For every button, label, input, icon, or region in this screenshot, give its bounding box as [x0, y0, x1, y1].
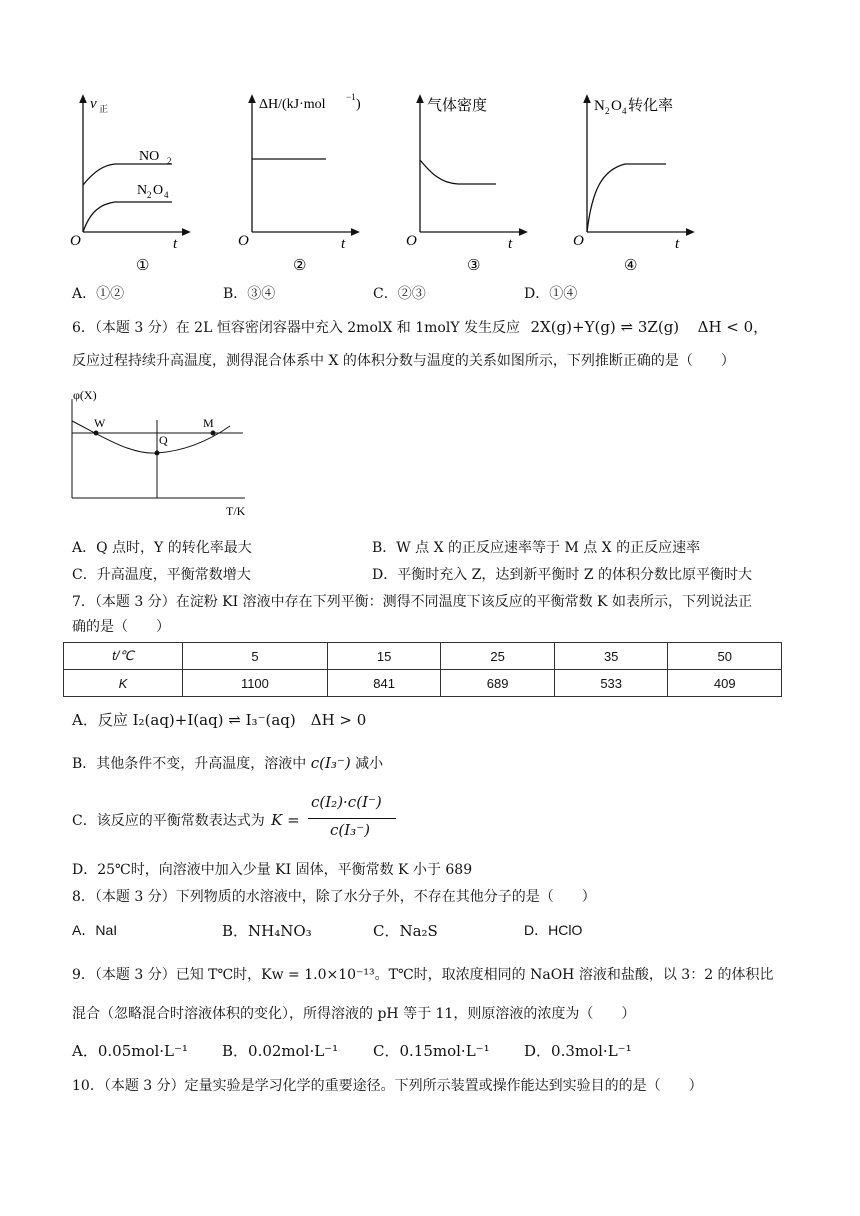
- table-cell: 841: [327, 670, 441, 697]
- graph1-number: ①: [136, 258, 150, 274]
- table-cell: 409: [668, 670, 782, 697]
- graph-3: [420, 98, 524, 232]
- graph-4: [587, 98, 691, 232]
- graph1-n2o4-label: N: [137, 183, 148, 198]
- q6-stem-line2: 反应过程持续升高温度，测得混合体系中 X 的体积分数与温度的关系如图所示，下列推断正确的是（ ）: [72, 353, 735, 369]
- q6-equation: 2X(g)+Y(g) ⇌ 3Z(g): [530, 318, 680, 336]
- point-m: [211, 431, 216, 436]
- point-w: [94, 431, 99, 436]
- q6-option-a[interactable]: A．Q 点时，Y 的转化率最大: [72, 540, 252, 556]
- table-cell: 15: [327, 643, 441, 670]
- table-cell: 1100: [183, 670, 328, 697]
- table-cell: 25: [441, 643, 555, 670]
- graph1-xlabel: t: [173, 236, 178, 252]
- q7-option-b[interactable]: B．其他条件不变，升高温度，溶液中 c(I₃⁻) 减小: [72, 754, 384, 772]
- q6-dh: ΔH < 0，: [697, 318, 769, 336]
- curve-no2: [83, 164, 172, 185]
- point-q: [155, 451, 160, 456]
- q8-option-a[interactable]: A．NaI: [72, 922, 118, 938]
- svg-text:2: 2: [605, 106, 610, 116]
- q6-option-b[interactable]: B．W 点 X 的正反应速率等于 M 点 X 的正反应速率: [372, 540, 701, 556]
- graph1-ylabel: v: [90, 96, 97, 112]
- density-curve: [420, 160, 496, 184]
- graph3-origin: O: [406, 233, 417, 249]
- table-row: [64, 643, 782, 670]
- q6-option-d[interactable]: D．平衡时充入 Z，达到新平衡时 Z 的体积分数比原平衡时大: [372, 567, 753, 583]
- label-q: Q: [159, 433, 168, 447]
- q7-option-c[interactable]: C．该反应的平衡常数表达式为 K =: [72, 811, 300, 829]
- q7-option-a[interactable]: A．反应 I₂(aq)+I(aq) ⇌ I₃⁻(aq) ΔH > 0: [72, 711, 367, 729]
- q6-graph-ylabel: φ(X): [73, 388, 97, 402]
- table-cell: 689: [441, 670, 555, 697]
- graph1-ysub: 正: [99, 104, 109, 114]
- table-header-t: t/℃: [64, 643, 183, 670]
- svg-text:): ): [356, 97, 361, 112]
- svg-text:4: 4: [164, 190, 169, 200]
- graph3-ylabel: 气体密度: [427, 98, 488, 114]
- label-w: W: [94, 416, 106, 430]
- conversion-curve: [587, 164, 666, 232]
- graph2-origin: O: [238, 233, 249, 249]
- label-m: M: [203, 416, 214, 430]
- table-row: [64, 670, 782, 697]
- graph4-origin: O: [573, 233, 584, 249]
- graphs-row: [0, 0, 860, 280]
- graph4-ylabel: N: [594, 98, 605, 114]
- graph3-number: ③: [467, 258, 481, 274]
- svg-text:O: O: [611, 98, 622, 114]
- q9-option-b[interactable]: B．0.02mol·L⁻¹: [222, 1042, 339, 1060]
- q7-stem-line2: 确的是（ ）: [72, 619, 170, 635]
- q10-stem: 10．（本题 3 分）定量实验是学习化学的重要途径。下列所示装置或操作能达到实验目的的是（ ）: [72, 1078, 703, 1094]
- svg-text:4: 4: [622, 106, 627, 116]
- table-cell: 5: [183, 643, 328, 670]
- graph1-origin: O: [70, 233, 81, 249]
- graph2-ylabel: ΔH/(kJ·mol: [259, 97, 326, 112]
- table-cell: 50: [668, 643, 782, 670]
- q5-option-c[interactable]: C．②③: [373, 286, 426, 302]
- svg-text:−1: −1: [346, 92, 356, 102]
- svg-text:2: 2: [147, 190, 152, 200]
- graph-2: [252, 98, 356, 232]
- k-table: [63, 642, 782, 697]
- fraction-denominator: c(I₃⁻): [330, 821, 370, 839]
- q6-graph-xlabel: T/K: [226, 504, 246, 518]
- table-header-k: K: [64, 670, 183, 697]
- table-cell: 533: [554, 670, 668, 697]
- fraction-numerator: c(I₂)·c(I⁻): [311, 793, 382, 811]
- graph2-xlabel: t: [341, 236, 346, 252]
- svg-text:转化率: 转化率: [628, 98, 674, 114]
- q8-option-d[interactable]: D．HClO: [524, 922, 583, 938]
- curve-n2o4: [83, 202, 172, 232]
- q8-option-c[interactable]: C．Na₂S: [373, 922, 438, 940]
- svg-text:O: O: [153, 183, 164, 198]
- q7-stem-line1: 7．（本题 3 分）在淀粉 KI 溶液中存在下列平衡：测得不同温度下该反应的平衡常数 K 如表所示，下列说法正: [72, 594, 752, 610]
- q6-stem-line1: 6．（本题 3 分）在 2L 恒容密闭容器中充入 2molX 和 1molY 发生反应 2X(g)+Y(g) ⇌ 3Z(g) ΔH < 0，: [72, 318, 769, 336]
- q6-option-c[interactable]: C．升高温度，平衡常数增大: [72, 567, 251, 583]
- svg-text:2: 2: [167, 156, 172, 166]
- q5-option-d[interactable]: D．①④: [524, 286, 578, 302]
- q7-fraction: [308, 793, 398, 845]
- table-cell: 35: [554, 643, 668, 670]
- q9-stem-line2: 混合（忽略混合时溶液体积的变化），所得溶液的 pH 等于 11，则原溶液的浓度为（ ）: [72, 1006, 636, 1022]
- graph4-xlabel: t: [675, 236, 680, 252]
- q7-option-d[interactable]: D．25℃时，向溶液中加入少量 KI 固体，平衡常数 K 小于 689: [72, 862, 473, 878]
- q5-option-a[interactable]: A．①②: [72, 286, 125, 302]
- q9-stem-line1: 9．（本题 3 分）已知 T℃时，Kw = 1.0×10⁻¹³。T℃时，取浓度相同的 NaOH 溶液和盐酸，以 3：2 的体积比: [72, 967, 774, 983]
- graph1-no2-label: NO: [139, 149, 160, 164]
- q9-option-a[interactable]: A．0.05mol·L⁻¹: [72, 1042, 188, 1060]
- graph2-number: ②: [293, 258, 307, 274]
- q9-option-c[interactable]: C．0.15mol·L⁻¹: [373, 1042, 490, 1060]
- graph4-number: ④: [624, 258, 638, 274]
- q8-option-b[interactable]: B．NH₄NO₃: [222, 922, 312, 940]
- q5-option-b[interactable]: B．③④: [223, 286, 276, 302]
- q9-option-d[interactable]: D．0.3mol·L⁻¹: [524, 1042, 632, 1060]
- graph3-xlabel: t: [508, 236, 513, 252]
- q8-stem: 8．（本题 3 分）下列物质的水溶液中，除了水分子外，不存在其他分子的是（ ）: [72, 889, 596, 905]
- q6-graph: [60, 385, 260, 520]
